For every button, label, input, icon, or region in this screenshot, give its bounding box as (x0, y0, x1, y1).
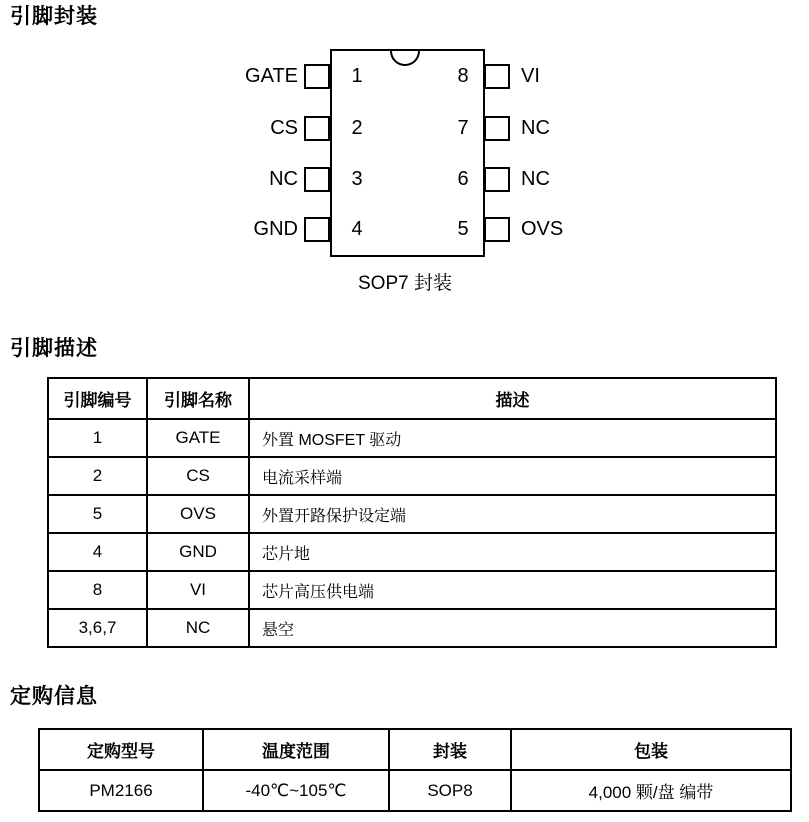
pin-number-1: 1 (351, 65, 363, 87)
col-header-pin-number: 引脚编号 (48, 378, 147, 419)
col-header-temp-range: 温度范围 (203, 729, 389, 770)
table-row (48, 571, 776, 609)
pin-label-ovs: OVS (521, 218, 564, 240)
pin-number-cell: 5 (48, 495, 147, 533)
pin-name-cell: GATE (147, 419, 249, 457)
pin-number-4: 4 (351, 218, 363, 240)
pin-pad-2 (304, 116, 330, 141)
pin-description-table (47, 377, 777, 648)
pin-desc-cell: 外置开路保护设定端 (249, 495, 776, 533)
table-row (39, 770, 791, 811)
col-header-pin-name: 引脚名称 (147, 378, 249, 419)
section-title-pin-package: 引脚封装 (10, 5, 98, 28)
pin-pad-7 (484, 116, 510, 141)
table-row (48, 457, 776, 495)
pin-label-gnd: GND (253, 218, 298, 240)
pin-label-cs: CS (270, 117, 298, 139)
col-header-part-number: 定购型号 (39, 729, 203, 770)
pin-pad-8 (484, 64, 510, 89)
pin-pad-1 (304, 64, 330, 89)
section-title-pin-description: 引脚描述 (10, 337, 98, 360)
pin-number-cell: 8 (48, 571, 147, 609)
pin-number-2: 2 (351, 117, 363, 139)
table-row (48, 609, 776, 647)
col-header-package: 封装 (389, 729, 511, 770)
pin-label-gate: GATE (245, 65, 298, 87)
pin-pad-3 (304, 167, 330, 192)
pin-number-cell: 3,6,7 (48, 609, 147, 647)
pin-desc-cell: 悬空 (249, 609, 776, 647)
pin-label-vi: VI (521, 65, 540, 87)
pin-pad-6 (484, 167, 510, 192)
pin-name-cell: GND (147, 533, 249, 571)
part-number-cell: PM2166 (39, 770, 203, 811)
pin-desc-cell: 电流采样端 (249, 457, 776, 495)
pin-number-5: 5 (457, 218, 469, 240)
pin-name-cell: OVS (147, 495, 249, 533)
pin-number-cell: 1 (48, 419, 147, 457)
pin-label-nc6: NC (521, 168, 550, 190)
pin-number-6: 6 (457, 168, 469, 190)
pin-desc-cell: 外置 MOSFET 驱动 (249, 419, 776, 457)
diagram-caption: SOP7 封装 (358, 273, 452, 294)
packing-cell: 4,000 颗/盘 编带 (511, 770, 791, 811)
pin-number-8: 8 (457, 65, 469, 87)
col-header-packing: 包装 (511, 729, 791, 770)
pin-label-nc3: NC (269, 168, 298, 190)
temp-range-cell: -40℃~105℃ (203, 770, 389, 811)
table-row (48, 419, 776, 457)
pin-name-cell: VI (147, 571, 249, 609)
package-cell: SOP8 (389, 770, 511, 811)
pin-table-header-row (48, 378, 776, 419)
order-table-header-row (39, 729, 791, 770)
pin-desc-cell: 芯片地 (249, 533, 776, 571)
table-row (48, 495, 776, 533)
pin-pad-4 (304, 217, 330, 242)
pin-name-cell: NC (147, 609, 249, 647)
table-row (48, 533, 776, 571)
order-info-table (38, 728, 792, 812)
pin-number-cell: 2 (48, 457, 147, 495)
pin-number-cell: 4 (48, 533, 147, 571)
pin-pad-5 (484, 217, 510, 242)
pin-number-7: 7 (457, 117, 469, 139)
pin-label-nc7: NC (521, 117, 550, 139)
col-header-description: 描述 (249, 378, 776, 419)
pin-name-cell: CS (147, 457, 249, 495)
pin-number-3: 3 (351, 168, 363, 190)
pin-desc-cell: 芯片高压供电端 (249, 571, 776, 609)
section-title-order-info: 定购信息 (10, 685, 98, 708)
